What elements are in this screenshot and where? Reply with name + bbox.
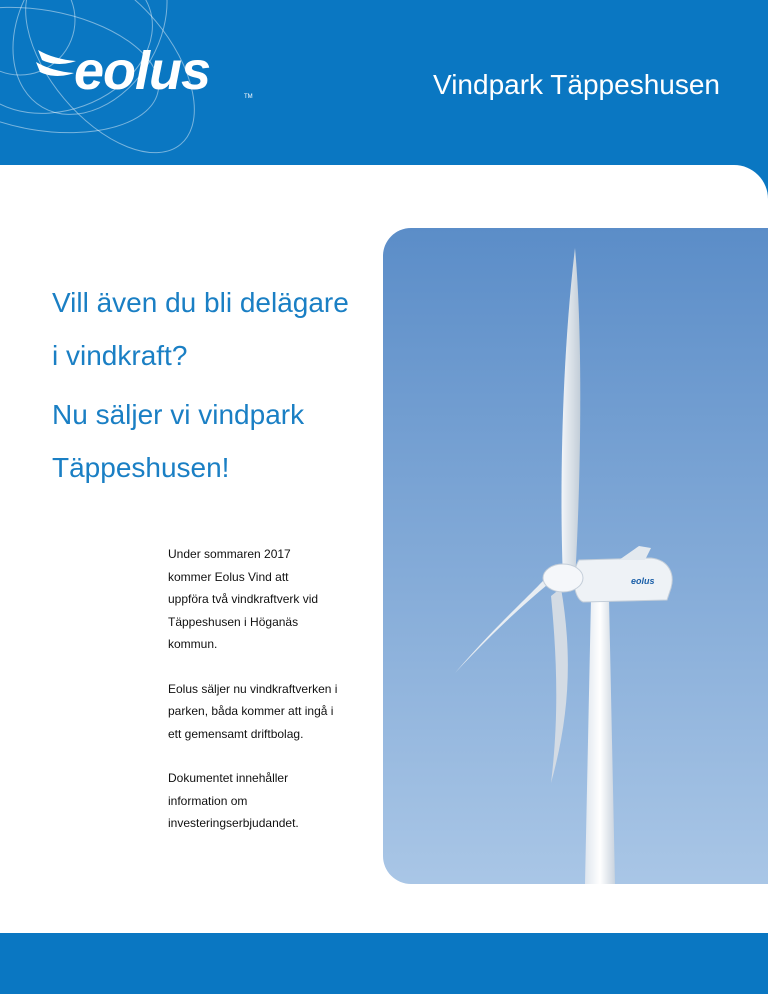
text-line: Eolus säljer nu vindkraftverken i [168, 681, 338, 696]
text-line: kommun. [168, 637, 218, 651]
paragraph [168, 678, 378, 746]
intro-text [168, 543, 378, 857]
headline-line: Vill även du bli delägare [52, 287, 349, 318]
text-line: kommer Eolus Vind att [168, 569, 289, 584]
logo-text: eolus [74, 41, 211, 101]
headline-line: i vindkraft? [52, 340, 188, 371]
wind-turbine-photo [383, 228, 768, 884]
headline [52, 276, 382, 494]
text-line: information om [168, 793, 248, 808]
turbine-nacelle [574, 558, 672, 602]
turbine-hub [543, 564, 583, 592]
text-line: Täppeshusen i Höganäs [168, 614, 299, 629]
trademark-mark: TM [244, 94, 253, 100]
text-line: investeringserbjudandet. [168, 816, 299, 830]
text-line: Dokumentet innehåller [168, 771, 289, 785]
text-line: ett gemensamt driftbolag. [168, 726, 304, 741]
document-title: Vindpark Täppeshusen [433, 69, 720, 100]
paragraph [168, 767, 378, 835]
footer-band [0, 933, 768, 994]
wind-turbine-illustration [383, 228, 768, 884]
nacelle-logo: eolus [631, 576, 655, 586]
headline-line: Täppeshusen! [52, 452, 230, 483]
text-line: uppföra två vindkraftverk vid [168, 592, 319, 606]
eolus-wing-icon [34, 46, 78, 96]
header-band [0, 0, 768, 165]
headline-line: Nu säljer vi vindpark [52, 399, 305, 430]
paragraph [168, 543, 378, 656]
text-line: parken, båda kommer att ingå i [168, 704, 334, 718]
text-line: Under sommaren 2017 [168, 547, 291, 561]
